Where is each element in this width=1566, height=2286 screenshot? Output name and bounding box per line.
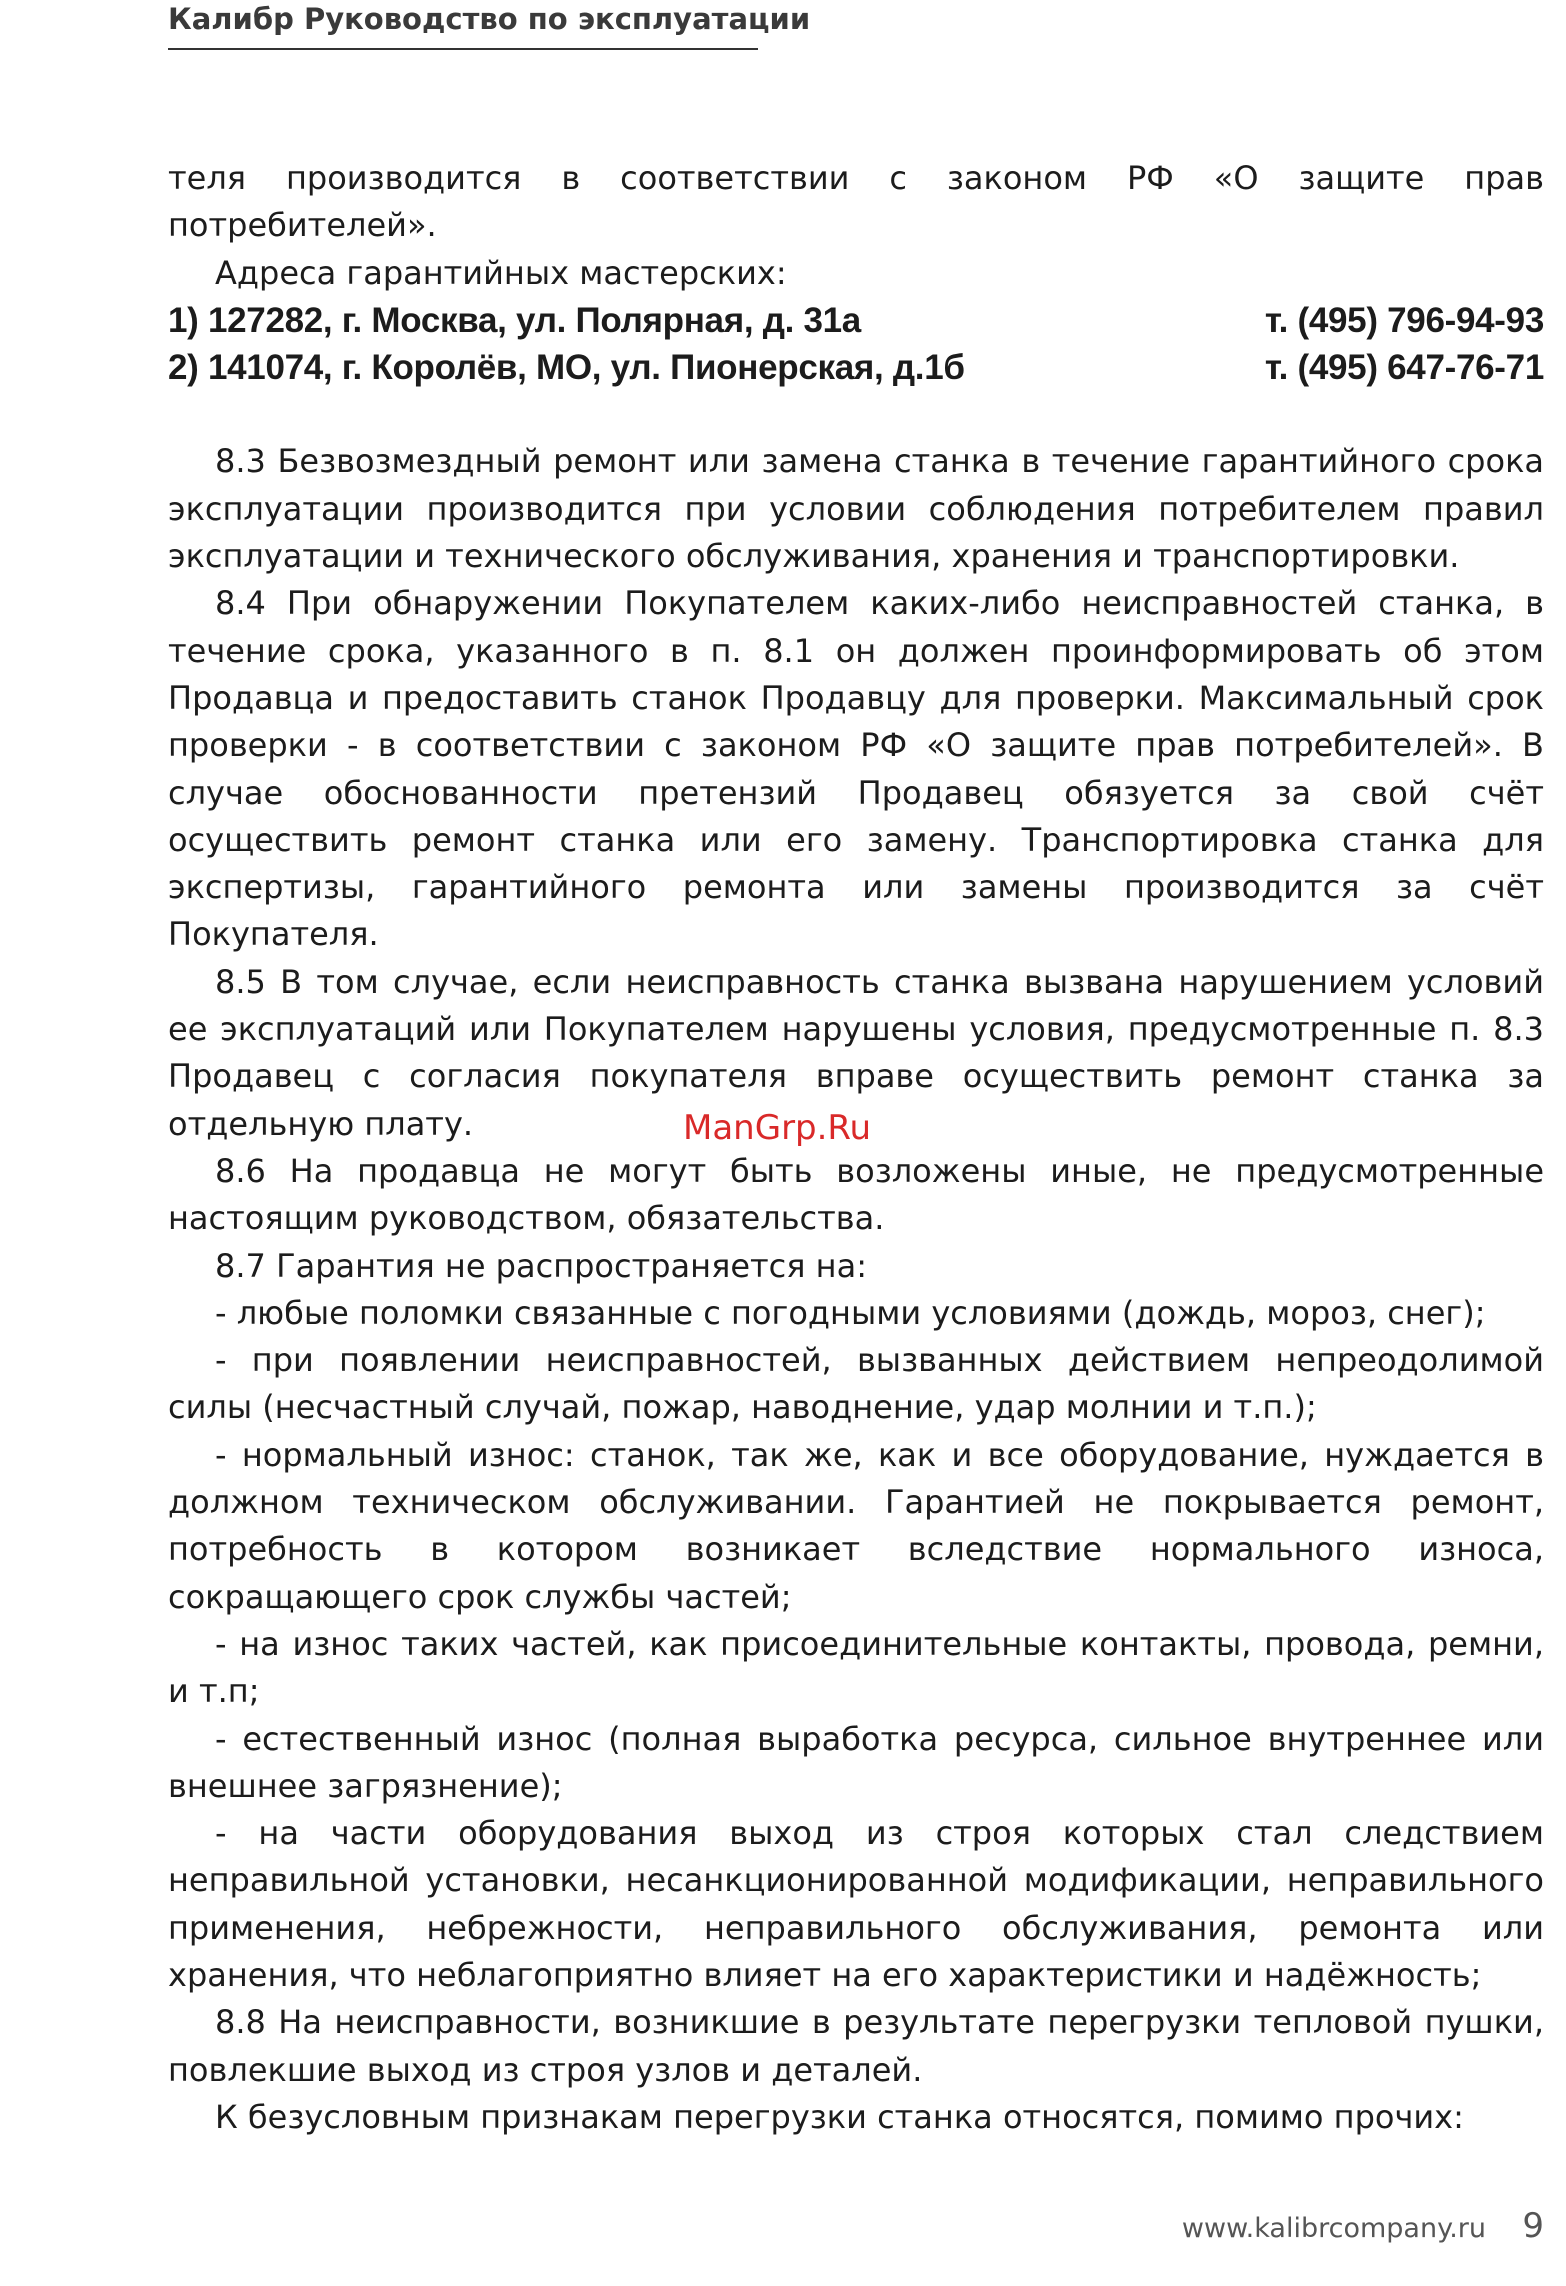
address-1: 1) 127282, г. Москва, ул. Полярная, д. 31а [168,300,861,340]
page-number: 9 [1522,2206,1544,2246]
list-item-normal-wear: - нормальный износ: станок, так же, как и все оборудование, нуждается в должном техническом обслуживании. Гарантией не покрывается ремонт, потребность в котором возникает вследствие нормального износа, сокращающего срок службы частей; [168,1435,1544,1616]
paragraph-addresses-label: Адреса гарантийных мастерских: [215,253,787,292]
page-body [168,155,1544,2141]
header-title: Калибр Руководство по эксплуатации [168,2,811,36]
address-row-2 [168,344,1544,391]
paragraph-8-3: 8.3 Безвозмездный ремонт или замена станка в течение гарантийного срока эксплуатации производится при условии соблюдения потребителем правил эксплуатации и технического обслуживания, хранения и транспортировки. [168,442,1544,576]
phone-1: т. (495) 796-94-93 [1264,300,1544,340]
paragraph-8-6: 8.6 На продавца не могут быть возложены иные, не предусмотренные настоящим руководством, обязательства. [168,1151,1544,1238]
paragraph-8-7: 8.7 Гарантия не распространяется на: [215,1246,867,1285]
spacer [168,391,1544,438]
address-row-1 [168,297,1544,344]
list-item-weather: - любые поломки связанные с погодными условиями (дождь, мороз, снег); [215,1293,1486,1332]
paragraph-last: К безусловным признакам перегрузки станка относятся, помимо прочих: [215,2097,1464,2136]
paragraph-8-8: 8.8 На неисправности, возникшие в результате перегрузки тепловой пушки, повлекшие выход из строя узлов и деталей. [168,2003,1544,2089]
address-2: 2) 141074, г. Королёв, МО, ул. Пионерская, д.1б [168,348,965,388]
list-item-misuse: - на части оборудования выход из строя которых стал следствием неправильной установки, несанкционированной модификации, неправильного применения, небрежности, неправильного обслуживания, ремонта или хранения, что неблагоприятно влияет на его характеристики и надёжность; [168,1814,1544,1994]
list-item-natural-wear: - естественный износ (полная выработка ресурса, сильное внутреннее или внешнее загрязнение); [168,1719,1544,1805]
list-item-force-majeure: - при появлении неисправностей, вызванных действием непреодолимой силы (несчастный случай, пожар, наводнение, удар молнии и т.п.); [168,1341,1544,1427]
phone-2: т. (495) 647-76-71 [1264,348,1544,388]
footer-website: www.kalibrcompany.ru [1181,2213,1486,2244]
watermark: ManGrp.Ru [683,1108,872,1148]
list-item-parts-wear: - на износ таких частей, как присоединительные контакты, провода, ремни, и т.п; [168,1624,1544,1711]
paragraph-8-4: 8.4 При обнаружении Покупателем каких-либо неисправностей станка, в течение срока, указанного в п. 8.1 он должен проинформировать об этом Продавца и предоставить станок Продавцу для проверки. Максимальный срок проверки - в соответствии с законом РФ «О защите прав потребителей». В случае обоснованности претензий Продавец обязуется за свой счёт осуществить ремонт станка или его замену. Транспортировка станка для экспертизы, гарантийного ремонта или замены производится за счёт Покупателя. [168,584,1544,954]
paragraph-intro: теля производится в соответствии с законом РФ «О защите прав потребителей». [168,159,1544,245]
page-header [168,0,811,50]
paragraph-8-5: 8.5 В том случае, если неисправность станка вызвана нарушением условий ее эксплуатаций или Покупателем нарушены условия, предусмотренные п. 8.3 Продавец с согласия покупателя вправе осуществить ремонт станка за отдельную плату. [168,962,1544,1143]
